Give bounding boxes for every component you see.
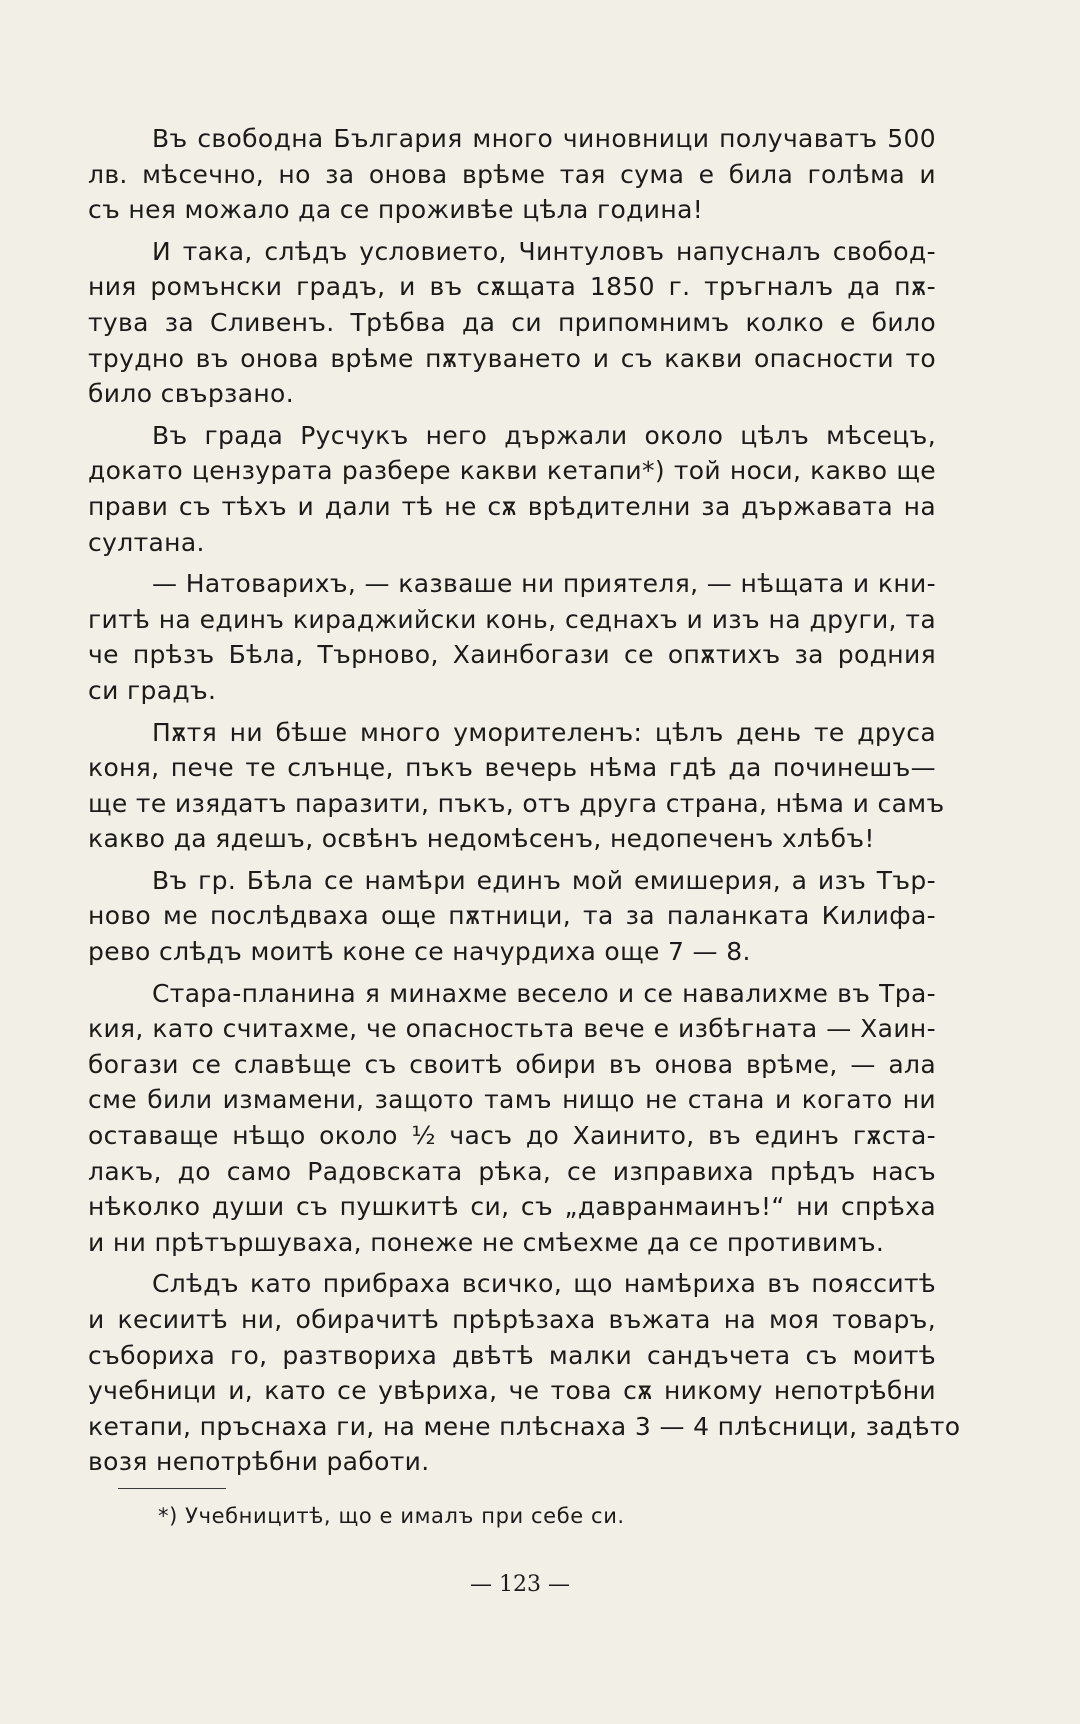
paragraph — [88, 863, 936, 970]
text-line: ново ме послѣдваха още пѫтници, та за паланката Килифа- — [88, 901, 936, 931]
paragraph — [88, 976, 936, 1261]
text-line: гитѣ на единъ кираджийски конь, седнахъ и изъ на други, та — [88, 604, 936, 634]
text-line: кия, като считахме, че опасностьта вече е избѣгната — Хаин- — [88, 1014, 936, 1044]
text-line: Пѫтя ни бѣше много уморителенъ: цѣлъ день те друса — [152, 717, 936, 747]
text-line: лв. мѣсечно, но за онова врѣме тая сума е била голѣма и — [88, 159, 936, 189]
text-line: събориха го, разтвориха двѣтѣ малки сандъчета съ моитѣ — [88, 1340, 936, 1370]
text-line: богази се славѣще съ своитѣ обири въ онова врѣме, — ала — [88, 1049, 936, 1079]
text-line: нѣколко души съ пушкитѣ си, съ „давранмаинъ!“ ни спрѣха — [88, 1192, 936, 1222]
text-line: Слѣдъ като прибраха всичко, що намѣриха въ поясситѣ — [152, 1269, 936, 1299]
text-line: рево слѣдъ моитѣ коне се начурдиха още 7 — 8. — [88, 937, 751, 967]
text-line: Въ града Русчукъ него държали около цѣлъ мѣсецъ, — [152, 420, 936, 450]
text-line: султана. — [88, 527, 205, 557]
text-line: прави съ тѣхъ и дали тѣ не сѫ врѣдителни за държавата на — [88, 491, 936, 521]
text-line: докато цензурата разбере какви кетапи*) той носи, какво ще — [88, 456, 936, 486]
text-line: ще те изядатъ паразити, пъкъ, отъ друга страна, нѣма и самъ — [88, 788, 945, 818]
text-line: — Натоварихъ, — казваше ни приятеля, — нѣщата и кни- — [152, 569, 936, 599]
text-line: Въ свободна България много чиновници получаватъ 500 — [152, 124, 936, 153]
text-line: ния ромънски градъ, и въ сѫщата 1850 г. тръгналъ да пѫ- — [88, 272, 936, 302]
text-line: лакъ, до само Радовската рѣка, се изправиха прѣдъ насъ — [88, 1156, 936, 1186]
paragraph — [88, 1266, 961, 1480]
text-line: и кесиитѣ ни, обирачитѣ прѣрѣзаха въжата на моя товаръ, — [88, 1305, 936, 1334]
text-line: коня, пече те слънце, пъкъ вечерь нѣма гдѣ да починешъ— — [88, 753, 936, 783]
text-line: че прѣзъ Бѣла, Търново, Хаинбогази се опѫтихъ за родния — [88, 640, 936, 670]
paragraph — [88, 566, 936, 708]
text-line: учебници и, като се увѣриха, че това сѫ никому непотрѣбни — [88, 1376, 936, 1406]
text-line: оставаще нѣщо около ½ часъ до Хаинито, въ единъ гѫста- — [88, 1121, 936, 1151]
text-line: Стара-планина я минахме весело и се навалихме въ Тра- — [152, 978, 936, 1008]
page-number: — 123 — — [470, 1572, 570, 1597]
text-line: си градъ. — [88, 675, 217, 705]
text-line: съ нея можало да се проживѣе цѣла година! — [88, 195, 704, 225]
text-line: тува за Сливенъ. Трѣбва да си припомнимъ колко е било — [88, 307, 936, 337]
paragraph — [88, 121, 936, 228]
text-line: И така, слѣдъ условието, Чинтуловъ напусналъ свобод- — [152, 236, 936, 266]
paragraph — [88, 234, 936, 412]
text-line: трудно въ онова врѣме пѫтуването и съ какви опасности то — [88, 343, 936, 373]
text-line: и ни прѣтършуваха, понеже не смѣехме да се противимъ. — [88, 1227, 885, 1257]
footnote: *) Учебницитѣ, що е ималъ при себе си. — [158, 1504, 625, 1528]
text-line: кетапи, пръснаха ги, на мене плѣснаха 3 — 4 плѣсници, задѣто — [88, 1411, 961, 1441]
paragraph — [88, 715, 945, 857]
paragraph — [88, 418, 936, 560]
text-line: какво да ядешъ, освѣнъ недомѣсенъ, недопеченъ хлѣбъ! — [88, 824, 875, 854]
text-line: било свързано. — [88, 379, 294, 409]
footnote-separator — [118, 1488, 226, 1489]
text-line: возя непотрѣбни работи. — [88, 1447, 430, 1477]
text-line: Въ гр. Бѣла се намѣри единъ мой емишерия, а изъ Тър- — [152, 865, 936, 895]
body-text — [88, 121, 961, 1480]
text-line: сме били измамени, защото тамъ нищо не стана и когато ни — [88, 1085, 936, 1115]
